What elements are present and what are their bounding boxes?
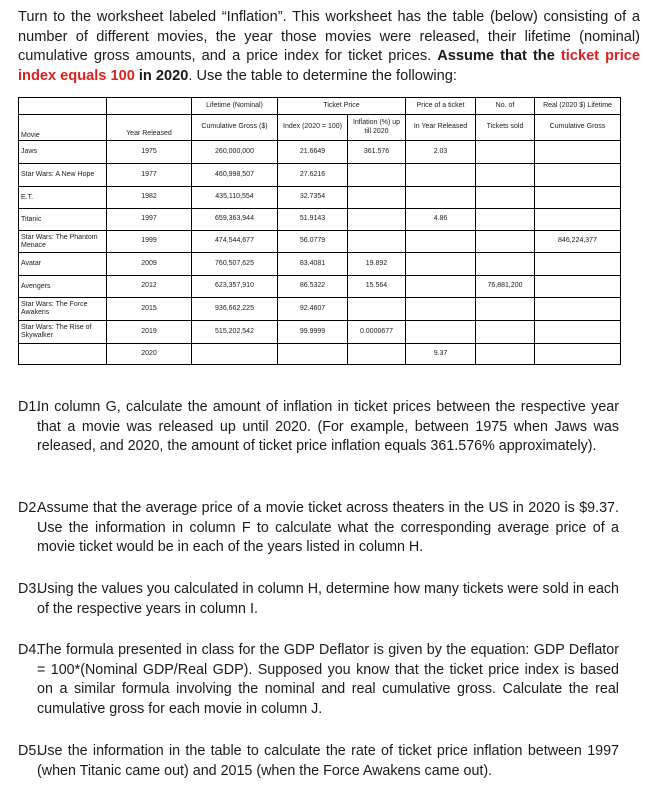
cell-movie: Jaws — [19, 141, 107, 164]
cell-index: 27.6216 — [278, 164, 348, 187]
cell-inflation — [348, 209, 406, 231]
header-tickets-sold: Tickets sold — [476, 115, 535, 141]
cell-tickets — [476, 209, 535, 231]
cell-inflation — [348, 231, 406, 253]
cell-inflation — [348, 298, 406, 321]
cell-index: 56.0779 — [278, 231, 348, 253]
cell-price: 9.37 — [406, 344, 476, 365]
cell-index: 92.4607 — [278, 298, 348, 321]
inflation-table — [18, 97, 621, 365]
question-number: D1. — [18, 399, 41, 415]
cell-real-gross — [535, 321, 621, 344]
cell-movie: Star Wars: The Force Awakens — [19, 298, 107, 321]
cell-year: 2020 — [107, 344, 192, 365]
table-row — [19, 231, 621, 253]
cell-gross: 260,000,000 — [192, 141, 278, 164]
cell-tickets — [476, 321, 535, 344]
cell-gross: 460,998,507 — [192, 164, 278, 187]
cell-year: 1977 — [107, 164, 192, 187]
cell-inflation: 361.576 — [348, 141, 406, 164]
cell-index — [278, 344, 348, 365]
cell-movie: E.T. — [19, 187, 107, 209]
cell-gross: 623,357,910 — [192, 276, 278, 298]
cell-movie: Avengers — [19, 276, 107, 298]
cell-index: 32.7354 — [278, 187, 348, 209]
table-row — [19, 298, 621, 321]
question-number: D5. — [18, 743, 41, 759]
header-no-of: No. of — [476, 98, 535, 115]
cell-gross: 435,110,554 — [192, 187, 278, 209]
table-row — [19, 209, 621, 231]
question-d4 — [18, 641, 619, 719]
cell-real-gross — [535, 209, 621, 231]
question-text: The formula presented in class for the GDP Deflator is given by the equation: GDP Deflator = 100*(Nominal GDP/Real GDP). Supposed you know that the ticket price index is based on a similar formula involving the nominal and real cumulative gross. Calculate the real cumulative gross for each movie in column J. — [37, 642, 619, 717]
header-movie: Movie — [19, 115, 107, 141]
intro-text-1: Turn to the worksheet labeled “Inflation”. This worksheet has the table (below) consisting of a number of different movies, the year those movies were released, their lifetime (nominal) cumulative gross amounts, and a price index for ticket prices. — [18, 9, 640, 65]
cell-year: 2015 — [107, 298, 192, 321]
intro-highlight-index: ticket price index equals 100 — [18, 48, 640, 84]
header-index: Index (2020 = 100) — [278, 115, 348, 141]
cell-real-gross — [535, 164, 621, 187]
cell-price — [406, 276, 476, 298]
cell-gross: 515,202,542 — [192, 321, 278, 344]
question-d5 — [18, 742, 619, 781]
cell-price — [406, 164, 476, 187]
cell-real-gross — [535, 344, 621, 365]
header-row-top — [19, 98, 621, 115]
cell-index: 51.9143 — [278, 209, 348, 231]
cell-price — [406, 187, 476, 209]
question-text: Assume that the average price of a movie ticket across theaters in the US in 2020 is $9.37. Use the information in column F to calculate what the corresponding average price of a movie ticket would be in each of the years listed in column H. — [37, 500, 619, 556]
question-text: Using the values you calculated in column H, determine how many tickets were sold in each of the respective years in column I. — [37, 581, 619, 617]
intro-bold-assume: Assume that the — [437, 48, 555, 65]
header-inflation: Inflation (%) up till 2020 — [348, 115, 406, 141]
header-cumulative-gross: Cumulative Gross ($) — [192, 115, 278, 141]
cell-tickets — [476, 141, 535, 164]
cell-gross — [192, 344, 278, 365]
cell-year: 2009 — [107, 253, 192, 276]
table-row — [19, 164, 621, 187]
cell-year: 2012 — [107, 276, 192, 298]
cell-price: 4.86 — [406, 209, 476, 231]
intro-paragraph — [18, 8, 640, 86]
cell-year: 2019 — [107, 321, 192, 344]
cell-inflation: 0.0000677 — [348, 321, 406, 344]
cell-year: 1982 — [107, 187, 192, 209]
cell-inflation: 15.564 — [348, 276, 406, 298]
cell-index: 99.9999 — [278, 321, 348, 344]
cell-gross: 659,363,944 — [192, 209, 278, 231]
cell-real-gross: 846,224,377 — [535, 231, 621, 253]
question-text: In column G, calculate the amount of inflation in ticket prices between the respective year that a movie was released up until 2020. (For example, between 1975 when Jaws was released, and 2020, the amount of ticket price inflation equals 361.576% approximately). — [37, 399, 619, 455]
cell-index: 86.5322 — [278, 276, 348, 298]
cell-year: 1975 — [107, 141, 192, 164]
header-ticket-price: Ticket Price — [278, 98, 406, 115]
cell-price — [406, 298, 476, 321]
header-lifetime: Lifetime (Nominal) — [192, 98, 278, 115]
cell-movie: Star Wars: The Phantom Menace — [19, 231, 107, 253]
cell-tickets — [476, 187, 535, 209]
header-real-lifetime: Real (2020 $) Lifetime — [535, 98, 621, 115]
cell-year: 1997 — [107, 209, 192, 231]
cell-gross: 760,507,625 — [192, 253, 278, 276]
table-row — [19, 276, 621, 298]
question-d1 — [18, 398, 619, 457]
cell-tickets — [476, 164, 535, 187]
cell-tickets — [476, 231, 535, 253]
cell-year: 1999 — [107, 231, 192, 253]
cell-tickets — [476, 298, 535, 321]
cell-inflation — [348, 187, 406, 209]
cell-tickets — [476, 253, 535, 276]
cell-movie: Avatar — [19, 253, 107, 276]
cell-movie — [19, 344, 107, 365]
question-number: D4. — [18, 642, 41, 658]
table-row — [19, 253, 621, 276]
cell-price — [406, 231, 476, 253]
cell-real-gross — [535, 141, 621, 164]
table-row — [19, 187, 621, 209]
table-row — [19, 344, 621, 365]
cell-movie: Star Wars: A New Hope — [19, 164, 107, 187]
cell-inflation — [348, 344, 406, 365]
cell-price: 2.03 — [406, 141, 476, 164]
question-d2 — [18, 499, 619, 558]
cell-tickets — [476, 344, 535, 365]
header-row-sub — [19, 115, 621, 132]
cell-real-gross — [535, 276, 621, 298]
table-row — [19, 321, 621, 344]
cell-price — [406, 253, 476, 276]
cell-inflation: 19.892 — [348, 253, 406, 276]
intro-text-2: . Use the table to determine the following: — [188, 67, 457, 84]
question-text: Use the information in the table to calculate the rate of ticket price inflation between 1997 (when Titanic came out) and 2015 (when the Force Awakens came out). — [37, 743, 619, 779]
cell-gross: 474,544,677 — [192, 231, 278, 253]
header-real-cumulative: Cumulative Gross — [535, 115, 621, 141]
cell-gross: 936,662,225 — [192, 298, 278, 321]
cell-inflation — [348, 164, 406, 187]
cell-movie: Titanic — [19, 209, 107, 231]
cell-index: 21.6649 — [278, 141, 348, 164]
cell-tickets: 76,881,200 — [476, 276, 535, 298]
intro-bold-year: in 2020 — [138, 67, 189, 84]
cell-index: 83.4081 — [278, 253, 348, 276]
header-price-of-ticket: Price of a ticket — [406, 98, 476, 115]
question-number: D2. — [18, 500, 41, 516]
header-year-released: Year Released — [107, 115, 192, 141]
header-cell-empty — [19, 98, 107, 115]
header-in-year: In Year Released — [406, 115, 476, 141]
cell-price — [406, 321, 476, 344]
cell-real-gross — [535, 298, 621, 321]
table-row — [19, 141, 621, 164]
header-cell-empty — [107, 98, 192, 115]
cell-movie: Star Wars: The Rise of Skywalker — [19, 321, 107, 344]
question-number: D3. — [18, 581, 41, 597]
cell-real-gross — [535, 253, 621, 276]
cell-real-gross — [535, 187, 621, 209]
question-d3 — [18, 580, 619, 619]
